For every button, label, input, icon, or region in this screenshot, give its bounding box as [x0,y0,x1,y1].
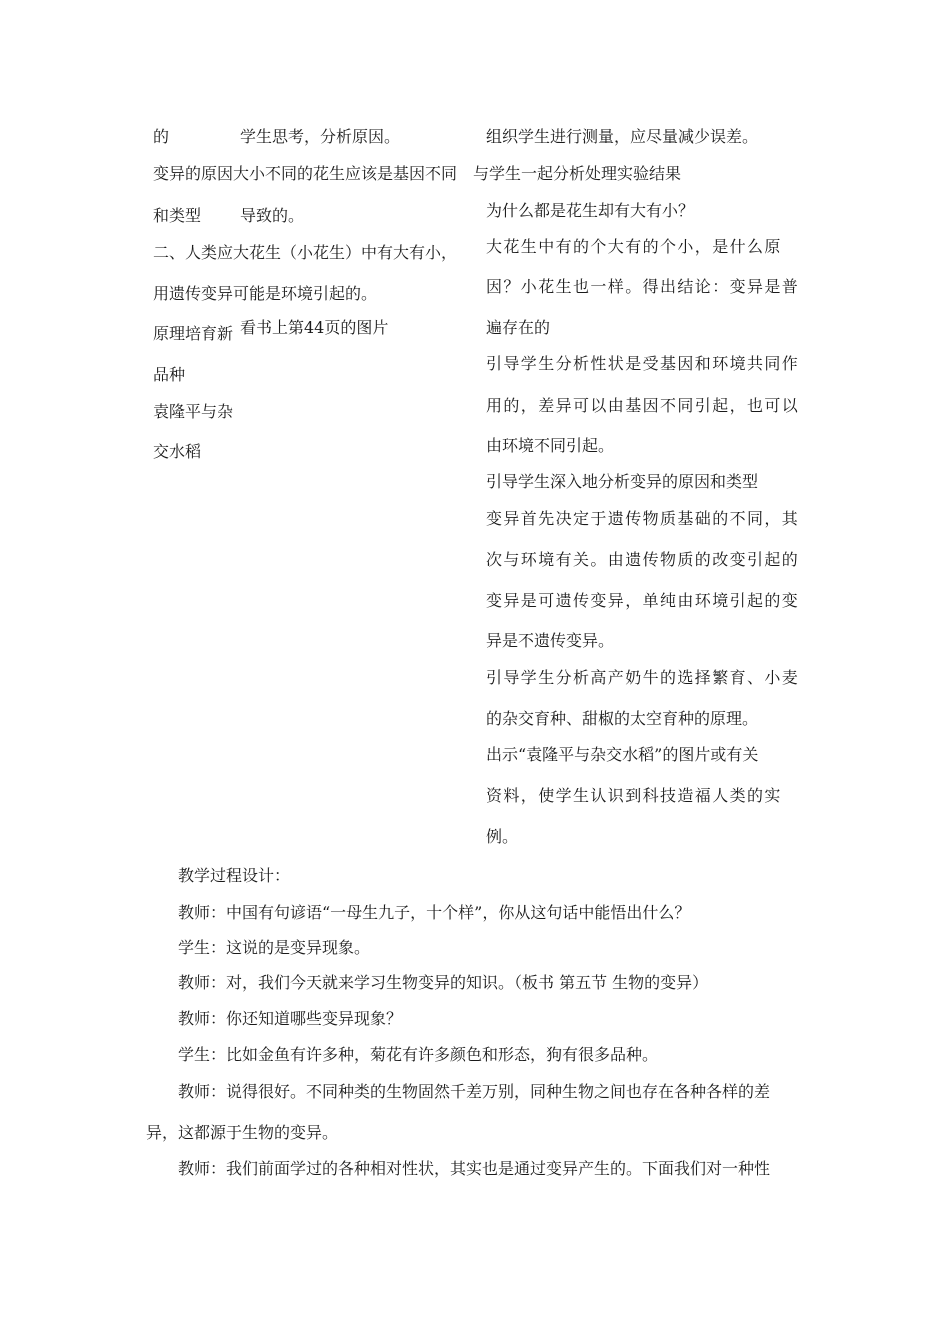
col2-line: 可能是环境引起的。 [233,284,378,303]
dialogue-line: 教师：对，我们今天就来学习生物变异的知识。（板书 第五节 生物的变异） [178,973,709,992]
col3-line: 为什么都是花生却有大有小？ [486,201,695,220]
col1-line: 和类型 [153,206,202,225]
col3-line: 遍存在的 [486,318,551,337]
col3-line: 与学生一起分析处理实验结果 [473,164,682,183]
col1-line: 交水稻 [153,442,202,461]
col3-line: 例。 [486,827,519,846]
col3-line: 由环境不同引起。 [486,436,615,455]
col3-line: 组织学生进行测量，应尽量减少误差。 [486,127,759,146]
col3-line: 异是不遗传变异。 [486,631,615,650]
col3-line: 引导学生深入地分析变异的原因和类型 [486,472,759,491]
dialogue-line: 学生：这说的是变异现象。 [178,938,371,957]
col2-line: 导致的。 [240,206,305,225]
col3-line: 的杂交育种、甜椒的太空育种的原理。 [486,709,759,728]
col2-line: 学生思考，分析原因。 [240,127,401,146]
col3-line: 变异是可遗传变异，单纯由环境引起的变 [486,591,800,610]
col3-line: 大花生中有的个大有的个小，是什么原 [486,237,782,256]
col1-line: 二、人类应 [153,243,234,262]
dialogue-line: 教师：说得很好。不同种类的生物固然千差万别，同种生物之间也存在各种各样的差 [178,1082,771,1101]
col3-line: 因？小花生也一样。得出结论：变异是普 [486,277,800,296]
col1-line: 原理培育新 [153,324,234,343]
col3-line: 用的，差异可以由基因不同引起，也可以 [486,396,800,415]
col3-line: 变异首先决定于遗传物质基础的不同，其 [486,509,800,528]
section-heading: 教学过程设计： [178,866,291,885]
dialogue-line: 异，这都源于生物的变异。 [146,1123,339,1142]
dialogue-line: 学生：比如金鱼有许多种，菊花有许多颜色和形态，狗有很多品种。 [178,1045,659,1064]
col3-line: 资料，使学生认识到科技造福人类的实 [486,786,782,805]
col3-line: 出示“袁隆平与杂交水稻”的图片或有关 [486,745,759,764]
col2-line: 看书上第44页的图片 [240,318,389,337]
col2-line: 大小不同的花生应该是基因不同 [233,164,458,183]
col1-line: 品种 [153,365,186,384]
col3-line: 次与环境有关。由遗传物质的改变引起的 [486,550,800,569]
col1-line: 的 [153,127,170,146]
col3-line: 引导学生分析高产奶牛的选择繁育、小麦 [486,668,800,687]
col1-line: 袁隆平与杂 [153,402,234,421]
col1-line: 用遗传变异 [153,284,234,303]
col1-line: 变异的原因 [153,164,234,183]
col3-line: 引导学生分析性状是受基因和环境共同作 [486,354,800,373]
dialogue-line: 教师：中国有句谚语“一母生九子，十个样”，你从这句话中能悟出什么？ [178,903,691,922]
dialogue-line: 教师：我们前面学过的各种相对性状，其实也是通过变异产生的。下面我们对一种性 [178,1159,771,1178]
dialogue-line: 教师：你还知道哪些变异现象？ [178,1009,403,1028]
col2-line: 大花生（小花生）中有大有小， [233,243,458,262]
